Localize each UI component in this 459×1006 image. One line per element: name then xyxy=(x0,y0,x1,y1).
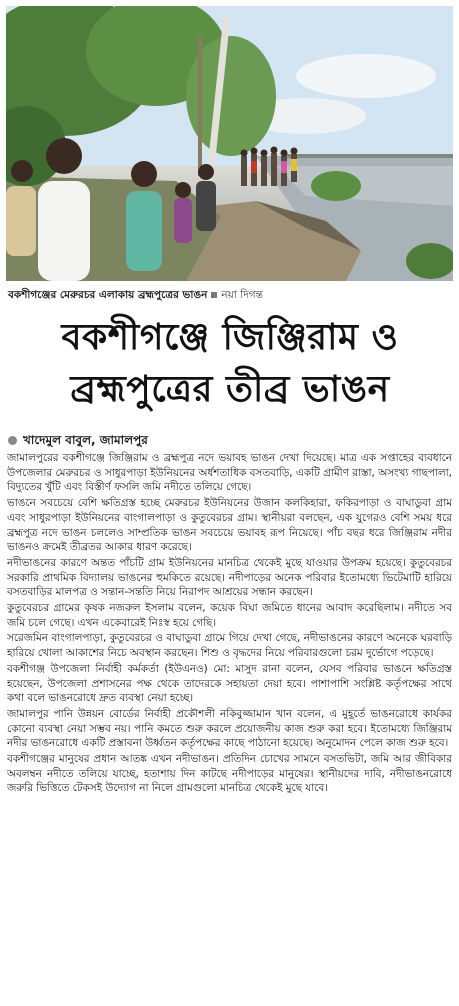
caption-text: বকশীগঞ্জের মেরুরচর এলাকায় ব্রহ্মপুত্রের ভাঙন xyxy=(8,289,208,301)
caption-separator-square xyxy=(211,292,217,298)
headline xyxy=(10,312,450,416)
paragraph: নদীভাঙনের কারণে অন্তত পাঁচটি গ্রাম ইউনিয়নের মানচিত্র থেকেই মুছে যাওয়ার উপক্রম হয়েছে। কুতুবেরচর সরকারি প্রাথমিক বিদ্যালয় ভাঙনের হুমকিতে রয়েছে। নদীপাড়ের অনেক পরিবার ইতোমধ্যে ভিটেমাটি হারিয়ে বসতবাড়ির মালপত্র ও সন্তান-সন্ততি নিয়ে নিরাপদ আশ্রয়ের সন্ধান করছেন। xyxy=(7,556,452,599)
paragraph: বকশীগঞ্জের মানুষের প্রধান আতঙ্ক এখন নদীভাঙন। প্রতিদিন চোখের সামনে বসতভিটা, জমি আর জীবিকার অবলম্বন নদীতে তলিয়ে যাচ্ছে, হতাশায় দিন কাটছে নদীপাড়ের মানুষের। স্থানীয়দের দাবি, নদীভাঙনরোধে জরুরি ভিত্তিতে টেকসই উদ্যোগ না নিলে গ্রামগুলো মানচিত্র থেকেই মুছে যাবে। xyxy=(7,753,452,795)
headline-line-2: ব্রহ্মপুত্রের তীব্র ভাঙন xyxy=(70,369,390,410)
headline-line-1: বকশীগঞ্জে জিঞ্জিরাম ও xyxy=(61,317,399,358)
byline xyxy=(8,432,448,448)
bullet-icon xyxy=(8,436,17,445)
paragraph: কুতুবেরচর গ্রামের কৃষক নজরুল ইসলাম বলেন, কয়েক বিঘা জমিতে ধানের আবাদ করেছিলাম। নদীতে সব জমি চলে গেছে। এখন একেবারেই নিঃস্ব হয়ে গেছি। xyxy=(7,602,452,629)
article-body xyxy=(7,451,452,1003)
paragraph: জামালপুরের বকশীগঞ্জে জিঞ্জিরাম ও ব্রহ্মপুত্র নদে ভয়াবহ ভাঙন দেখা দিয়েছে। মাত্র এক সপ্তাহের ব্যবধানে উপজেলার মেরুরচর ও সাধুরপাড়া ইউনিয়নের অর্ধশতাধিক বসতবাড়ি, একটি গ্রামীণ রাস্তা, অসংখ্য গাছপালা, বিদ্যুতের খুঁটি এবং বিস্তীর্ণ ফসলি জমি নদীতে তলিয়ে গেছে। xyxy=(7,452,452,494)
paragraph: বকশীগঞ্জ উপজেলা নির্বাহী কর্মকর্তা (ইউএনও) মো: মাসুদ রানা বলেন, যেসব পরিবার ভাঙনে ক্ষতিগ্রস্ত হয়েছেন, উপজেলা প্রশাসনের পক্ষ থেকে তাদেরকে সহায়তা দেয়া হবে। পাশাপাশি সংশ্লিষ্ট কর্তৃপক্ষের সাথে কথা বলে ভাঙনরোধে দ্রুত ব্যবস্থা নেয়া হচ্ছে। xyxy=(7,662,452,705)
photo-caption xyxy=(8,288,451,302)
paragraph: সরেজমিন বাংগালপাড়া, কুতুবেরচর ও বাঘাডুবা গ্রামে গিয়ে দেখা গেছে, নদীভাঙনের কারণে অনেকে ঘরবাড়ি হারিয়ে খোলা আকাশের নিচে অবস্থান করছেন। শিশু ও বৃদ্ধদের নিয়ে পরিবারগুলো চরম দুর্ভোগে পড়েছে। xyxy=(7,632,452,660)
byline-text: খাদেমুল বাবুল, জামালপুর xyxy=(23,433,148,447)
riverbank-erosion-illustration xyxy=(6,6,453,281)
paragraph: জামালপুর পানি উন্নয়ন বোর্ডের নির্বাহী প্রকৌশলী নকিবুজ্জামান খান বলেন, এ মুহূর্তে ভাঙনরোধে কার্যকর কোনো ব্যবস্থা নেয়া সম্ভব নয়। পানি কমতে শুরু করলে প্রয়োজনীয় কাজ শুরু করা হবে। ইতোমধ্যে জিঞ্জিরাম নদীর ভাঙনরোধে একটি প্রস্তাবনা উর্ধ্বতন কর্তৃপক্ষের কাছে পাঠানো হয়েছে। অনুমোদন পেলে কাজ শুরু হবে। xyxy=(7,707,452,750)
paragraph: ভাঙনে সবচেয়ে বেশি ক্ষতিগ্রস্ত হচ্ছে মেরুরচর ইউনিয়নের উজান কলকিহারা, ফকিরপাড়া ও বাঘাডুবা গ্রাম এবং সাধুরপাড়া ইউনিয়নের বাংগালপাড়া ও কুতুবেরচর গ্রাম। স্থানীয়রা বলছেন, এক যুগেরও বেশি সময় ধরে ব্রহ্মপুত্র নদে ভাঙন চললেও সাম্প্রতিক ভাঙন সবচেয়ে ভয়াবহ রূপ নিয়েছে। পাঁচ বছর ধরে জিঞ্জিরাম নদীর ভাঙনও ক্রমেই তীব্রতর আকার ধারণ করেছে। xyxy=(7,497,452,554)
caption-source: নয়া দিগন্ত xyxy=(221,289,263,301)
news-photo xyxy=(6,6,453,281)
